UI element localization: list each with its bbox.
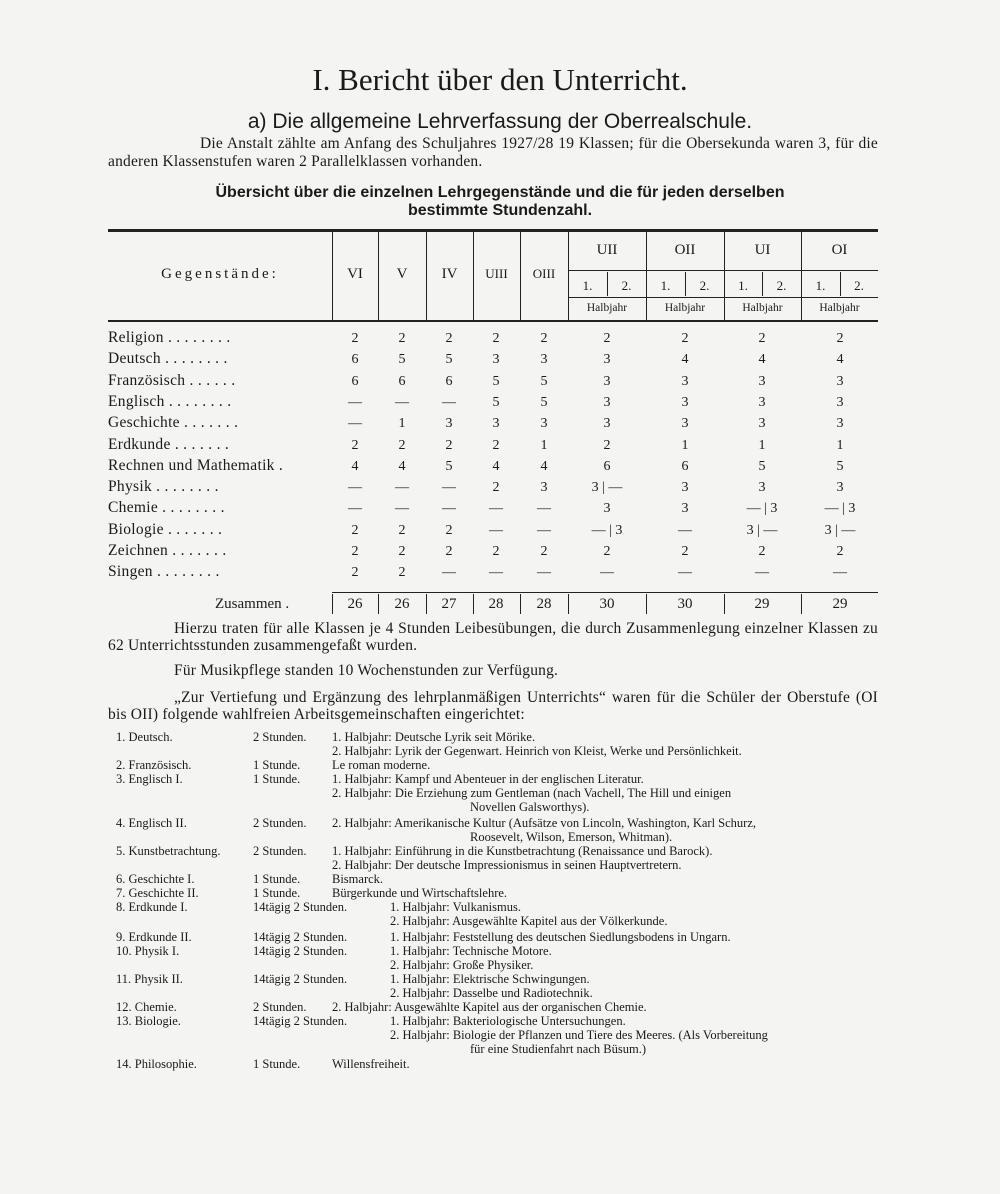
hours-cell: 3 — [603, 416, 611, 432]
section-title: a) Die allgemeine Lehrverfassung der Oberrealschule. — [247, 110, 753, 133]
course-topic: 2. Halbjahr: Dasselbe und Radiotechnik. — [390, 986, 593, 1000]
hours-cell: 2 — [351, 331, 359, 346]
course-topic: Roosevelt, Wilson, Emerson, Whitman). — [470, 830, 673, 844]
table-top-rule — [108, 229, 878, 232]
table-caption — [0, 184, 1000, 220]
hours-cell: — — [678, 565, 692, 581]
hours-cell: — | 3 — [824, 501, 856, 517]
hours-cell: 3 — [681, 373, 689, 389]
course-topic: 2. Halbjahr: Der deutsche Impressionismus in seinen Hauptvertretern. — [332, 858, 682, 872]
total-line — [646, 594, 647, 614]
subject-label: Rechnen und Mathematik . — [108, 456, 284, 474]
hours-cell: — — [600, 565, 614, 581]
course-topic: 1. Halbjahr: Elektrische Schwingungen. — [390, 972, 590, 986]
halbjahr-label: Halbjahr — [586, 302, 628, 314]
hours-cell: — — [348, 416, 362, 432]
hours-cell: 3 — [603, 501, 611, 517]
hours-cell: — | 3 — [746, 501, 778, 517]
half-2-label: 2. — [776, 278, 787, 293]
total-cell: 30 — [677, 596, 693, 612]
hours-cell: 1 — [681, 437, 689, 453]
hours-cell: — — [678, 522, 692, 538]
hours-cell: — — [755, 565, 769, 581]
course-name: 13. Biologie. — [116, 1014, 181, 1028]
course-name: 4. Englisch II. — [116, 816, 187, 830]
hours-cell: 2 — [758, 544, 766, 559]
hours-cell: 3 — [540, 416, 548, 432]
course-name: 5. Kunstbetrachtung. — [116, 844, 221, 858]
subject-label: Erdkunde . . . . . . . — [108, 435, 230, 453]
subject-label: Englisch . . . . . . . . — [108, 392, 232, 410]
hours-cell: 2 — [445, 522, 453, 538]
half-2-label: 2. — [699, 278, 710, 293]
grade-header: OIII — [532, 266, 556, 281]
total-label: Zusammen . — [215, 596, 290, 612]
hours-cell: 3 — [681, 501, 689, 517]
hours-cell: 2 — [540, 544, 548, 559]
course-topic: 1. Halbjahr: Vulkanismus. — [390, 900, 521, 914]
hours-cell: — — [442, 565, 456, 581]
subject-label: Deutsch . . . . . . . . — [108, 350, 228, 368]
total-line — [426, 594, 427, 614]
hours-cell: — — [395, 394, 409, 410]
grade-header: VI — [347, 266, 363, 282]
hours-cell: 3 — [681, 394, 689, 410]
hours-cell: 3 — [758, 394, 766, 410]
hours-cell: 4 — [492, 458, 500, 474]
course-hours: 14tägig 2 Stunden. — [253, 1014, 348, 1028]
hours-cell: 3 — [681, 416, 689, 432]
hours-cell: 4 — [681, 352, 689, 368]
hours-cell: 3 — [836, 416, 844, 432]
half-2-label: 2. — [621, 278, 632, 293]
hours-cell: 5 — [445, 352, 453, 368]
total-line — [332, 594, 333, 614]
course-hours: 14tägig 2 Stunden. — [253, 972, 348, 986]
hours-cell: 6 — [681, 458, 689, 474]
hours-cell: 3 — [681, 480, 689, 496]
hours-cell: 3 | — — [591, 480, 623, 496]
total-cell: 28 — [536, 596, 552, 612]
hours-cell: 2 — [398, 565, 406, 581]
subject-label: Biologie . . . . . . . — [108, 520, 223, 538]
course-name: 3. Englisch I. — [116, 772, 183, 786]
course-topic: 2. Halbjahr: Ausgewählte Kapitel aus der Völkerkunde. — [390, 914, 668, 928]
course-hours: 2 Stunden. — [253, 816, 307, 830]
hours-cell: 3 — [836, 373, 844, 389]
hours-cell: 2 — [351, 544, 359, 559]
hours-cell: 2 — [351, 437, 359, 453]
course-hours: 2 Stunden. — [253, 1000, 307, 1014]
total-cell: 26 — [347, 596, 363, 612]
hours-cell: 5 — [445, 458, 453, 474]
hours-cell: 2 — [836, 544, 844, 559]
hours-cell: 3 | — — [824, 522, 856, 538]
course-topic: 2. Halbjahr: Biologie der Pflanzen und Tiere des Meeres. (Als Vorbereitung — [390, 1028, 768, 1042]
course-topic: 1. Halbjahr: Feststellung des deutschen Siedlungsbodens in Ungarn. — [390, 930, 731, 944]
total-line — [378, 594, 379, 614]
hours-cell: — | 3 — [591, 522, 623, 538]
course-topic: Willensfreiheit. — [332, 1057, 410, 1071]
hours-cell: 3 — [758, 480, 766, 496]
hours-cell: — — [489, 565, 503, 581]
hours-cell: 1 — [540, 437, 548, 453]
course-name: 1. Deutsch. — [116, 730, 173, 744]
hours-cell: — — [348, 394, 362, 410]
hours-cell: — — [442, 394, 456, 410]
subject-label: Singen . . . . . . . . — [108, 563, 220, 581]
halbjahr-label: Halbjahr — [664, 302, 706, 314]
paragraph-workgroups: „Zur Vertiefung und Ergänzung des lehrplanmäßigen Unterrichts“ waren für die Schüler der Oberstufe (OI bis OII) folgende wahlfreien Arbeitsgemeinschaften eingerichtet: — [108, 689, 878, 723]
hours-cell: 3 — [603, 352, 611, 368]
hours-cell: 6 — [398, 373, 406, 389]
hours-cell: — — [537, 501, 551, 517]
total-line — [473, 594, 474, 614]
hours-cell: 2 — [681, 331, 689, 346]
hours-cell: 2 — [603, 544, 611, 559]
hours-cell: 5 — [540, 394, 548, 410]
upper-grade-header: OI — [831, 242, 848, 258]
course-topic: Bismarck. — [332, 872, 384, 886]
hours-cell: 3 — [758, 416, 766, 432]
course-name: 2. Französisch. — [116, 758, 192, 772]
total-cell: 30 — [599, 596, 615, 612]
course-topic: Le roman moderne. — [332, 758, 431, 772]
hours-cell: 5 — [492, 373, 500, 389]
course-hours: 14tägig 2 Stunden. — [253, 930, 348, 944]
hours-cell: 3 — [836, 394, 844, 410]
hours-cell: 3 — [603, 373, 611, 389]
hours-cell: 4 — [351, 458, 359, 474]
total-line — [801, 594, 802, 614]
upper-grade-rule — [568, 270, 878, 271]
subject-label: Religion . . . . . . . . — [108, 329, 231, 346]
hours-cell: 2 — [398, 437, 406, 453]
hours-cell: 5 — [836, 458, 844, 474]
hours-cell: 2 — [445, 437, 453, 453]
half-1-label: 1. — [660, 278, 671, 293]
hours-cell: 1 — [758, 437, 766, 453]
course-topic: 2. Halbjahr: Lyrik der Gegenwart. Heinrich von Kleist, Werke und Persönlichkeit. — [332, 744, 742, 758]
hours-cell: — — [442, 480, 456, 496]
course-name: 11. Physik II. — [116, 972, 183, 986]
course-topic: für eine Studienfahrt nach Büsum.) — [470, 1042, 646, 1056]
hours-cell: 4 — [540, 458, 548, 474]
hours-cell: — — [537, 565, 551, 581]
subject-label: Geschichte . . . . . . . — [108, 414, 239, 432]
hours-cell: 1 — [836, 437, 844, 453]
upper-grade-header: OII — [674, 242, 696, 258]
course-topic: 1. Halbjahr: Deutsche Lyrik seit Mörike. — [332, 730, 536, 744]
course-hours: 1 Stunde. — [253, 1057, 301, 1071]
hours-cell: 3 — [836, 480, 844, 496]
hours-cell: 2 — [492, 480, 500, 496]
half-1-label: 1. — [582, 278, 593, 293]
halbjahr-rule — [568, 297, 878, 298]
course-topic: 2. Halbjahr: Die Erziehung zum Gentleman (nach Vachell, The Hill und einigen — [332, 786, 732, 800]
halbjahr-label: Halbjahr — [819, 302, 860, 314]
course-name: 14. Philosophie. — [116, 1057, 197, 1071]
hours-cell: — — [537, 522, 551, 538]
total-line — [520, 594, 521, 614]
course-name: 7. Geschichte II. — [116, 886, 199, 900]
hours-cell: 4 — [398, 458, 406, 474]
hours-cell: 2 — [681, 544, 689, 559]
hours-cell: 2 — [351, 565, 359, 581]
hours-cell: 3 — [758, 373, 766, 389]
hours-cell: 5 — [758, 458, 766, 474]
subject-label: Französisch . . . . . . — [108, 371, 236, 389]
half-2-label: 2. — [854, 278, 864, 293]
course-name: 10. Physik I. — [116, 944, 180, 958]
course-hours: 2 Stunden. — [253, 730, 307, 744]
half-1-label: 1. — [815, 278, 826, 293]
course-topic: 2. Halbjahr: Ausgewählte Kapitel aus der organischen Chemie. — [332, 1000, 647, 1014]
total-cell: 26 — [394, 596, 410, 612]
hours-cell: 2 — [603, 331, 611, 346]
hours-cell: 2 — [398, 522, 406, 538]
course-name: 6. Geschichte I. — [116, 872, 195, 886]
hours-cell: 2 — [492, 544, 500, 559]
table-caption-line-1: Übersicht über die einzelnen Lehrgegenstände und die für jeden derselben — [215, 184, 785, 201]
hours-cell: 2 — [758, 331, 766, 346]
hours-cell: 1 — [398, 416, 406, 432]
hours-cell: — — [348, 480, 362, 496]
hours-cell: 2 — [398, 544, 406, 559]
course-hours: 1 Stunde. — [253, 772, 301, 786]
intro-paragraph: Die Anstalt zählte am Anfang des Schuljahres 1927/28 19 Klassen; für die Obersekunda waren 3, für die anderen Klassenstufen waren 2 Parallelklassen vorhanden. — [108, 135, 878, 170]
course-hours: 14tägig 2 Stunden. — [253, 900, 348, 914]
hours-cell: 2 — [398, 331, 406, 346]
hours-cell: — — [348, 501, 362, 517]
total-cell: 29 — [832, 596, 848, 612]
grade-header: UIII — [485, 266, 508, 281]
hours-cell: 6 — [351, 352, 359, 368]
hours-cell: 5 — [398, 352, 406, 368]
upper-grade-header: UI — [754, 242, 771, 258]
hours-cell: — — [833, 565, 847, 581]
course-topic: Bürgerkunde und Wirtschaftslehre. — [332, 886, 508, 900]
hours-cell: 3 | — — [746, 522, 778, 538]
hours-cell: 3 — [603, 394, 611, 410]
hours-cell: — — [442, 501, 456, 517]
upper-grade-header: UII — [596, 242, 618, 258]
hours-cell: 3 — [492, 416, 500, 432]
hours-cell: 3 — [540, 352, 548, 368]
hours-cell: 2 — [492, 331, 500, 346]
hours-cell: 2 — [836, 331, 844, 346]
course-hours: 1 Stunde. — [253, 872, 301, 886]
course-topic: 1. Halbjahr: Einführung in die Kunstbetrachtung (Renaissance und Barock). — [332, 844, 713, 858]
hours-cell: 2 — [445, 331, 453, 346]
half-1-label: 1. — [738, 278, 748, 293]
page-title: I. Bericht über den Unterricht. — [312, 62, 688, 97]
hours-cell: 3 — [445, 416, 453, 432]
hours-cell: 2 — [540, 331, 548, 346]
course-topic: 1. Halbjahr: Technische Motore. — [390, 944, 552, 958]
paragraph-sports: Hierzu traten für alle Klassen je 4 Stunden Leibesübungen, die durch Zusammenlegung einzelner Klassen zu 62 Unterrichtsstunden zusammengefaßt wurden. — [108, 620, 878, 654]
hours-cell: 4 — [836, 352, 844, 368]
course-name: 9. Erdkunde II. — [116, 930, 192, 944]
hours-cell: — — [489, 501, 503, 517]
total-line — [724, 594, 725, 614]
subject-label: Chemie . . . . . . . . — [108, 499, 225, 517]
hours-cell: — — [395, 480, 409, 496]
grade-header: IV — [441, 266, 458, 282]
total-cell: 29 — [754, 596, 770, 612]
paragraph-music: Für Musikpflege standen 10 Wochenstunden zur Verfügung. — [174, 662, 559, 679]
course-hours: 1 Stunde. — [253, 758, 301, 772]
header-bottom-rule — [108, 320, 878, 322]
hours-cell: 6 — [603, 458, 611, 474]
hours-cell: 2 — [351, 522, 359, 538]
course-hours: 1 Stunde. — [253, 886, 301, 900]
course-topic: 1. Halbjahr: Kampf und Abenteuer in der englischen Literatur. — [332, 772, 644, 786]
subject-label: Zeichnen . . . . . . . — [108, 542, 227, 559]
hours-cell: 2 — [603, 437, 611, 453]
hours-cell: — — [395, 501, 409, 517]
course-hours: 14tägig 2 Stunden. — [253, 944, 348, 958]
hours-cell: 2 — [492, 437, 500, 453]
hours-cell: 6 — [445, 373, 453, 389]
hours-cell: 5 — [492, 394, 500, 410]
hours-cell: 2 — [445, 544, 453, 559]
course-name: 12. Chemie. — [116, 1000, 177, 1014]
course-topic: 2. Halbjahr: Amerikanische Kultur (Aufsätze von Lincoln, Washington, Karl Schurz, — [332, 816, 757, 830]
halbjahr-label: Halbjahr — [742, 302, 783, 314]
hours-cell: — — [489, 522, 503, 538]
subject-column-header: Gegenstände: — [161, 266, 279, 282]
hours-cell: 3 — [540, 480, 548, 496]
hours-cell: 3 — [492, 352, 500, 368]
subject-label: Physik . . . . . . . . — [108, 478, 219, 496]
course-name: 8. Erdkunde I. — [116, 900, 188, 914]
total-rule — [332, 592, 878, 593]
course-topic: Novellen Galsworthys). — [470, 800, 590, 814]
total-line — [568, 594, 569, 614]
hours-cell: 6 — [351, 373, 359, 389]
course-topic: 2. Halbjahr: Große Physiker. — [390, 958, 534, 972]
table-caption-line-2: bestimmte Stundenzahl. — [407, 202, 593, 219]
hours-cell: 4 — [758, 352, 766, 368]
hours-cell: 5 — [540, 373, 548, 389]
total-cell: 28 — [488, 596, 504, 612]
course-hours: 2 Stunden. — [253, 844, 307, 858]
grade-header: V — [396, 266, 408, 282]
course-topic: 1. Halbjahr: Bakteriologische Untersuchungen. — [390, 1014, 626, 1028]
total-cell: 27 — [441, 596, 457, 612]
